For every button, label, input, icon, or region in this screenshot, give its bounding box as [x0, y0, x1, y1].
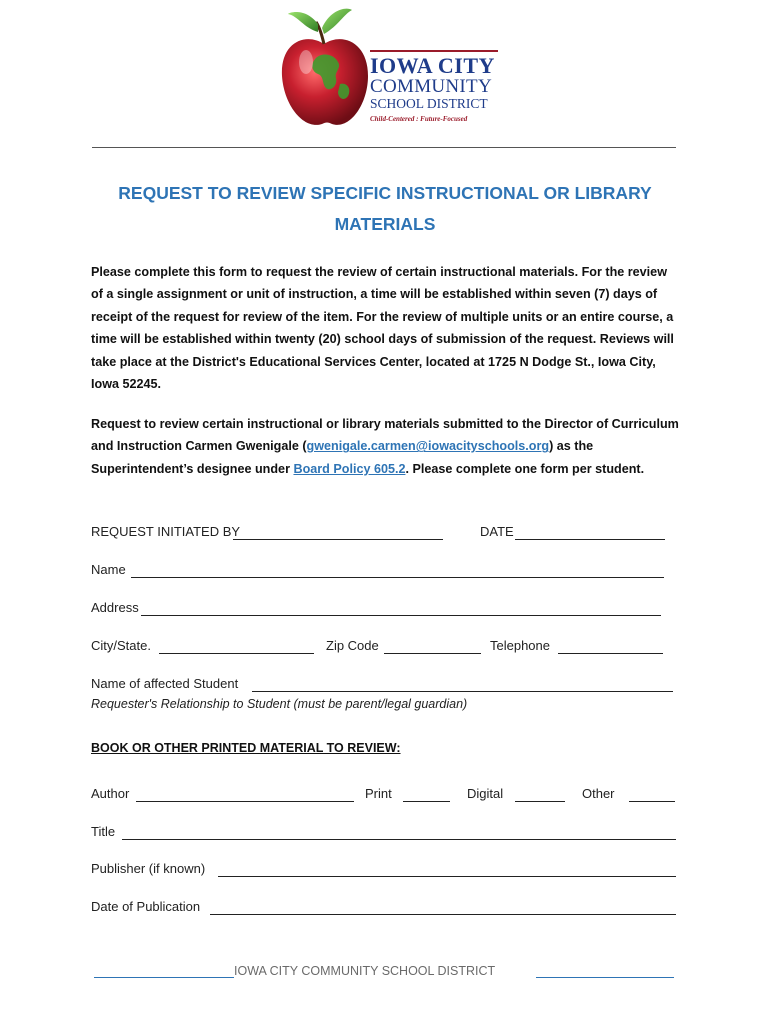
- city-zip-phone-row: [91, 638, 681, 658]
- name-field[interactable]: [131, 577, 664, 578]
- pub-date-label: Date of Publication: [91, 899, 201, 914]
- logo-rule: [370, 50, 498, 52]
- footer-rule-left: [94, 977, 234, 978]
- city-state-field[interactable]: [159, 653, 314, 654]
- author-row: [91, 786, 681, 806]
- apple-logo-icon: [276, 6, 372, 134]
- request-initiated-field[interactable]: [233, 539, 443, 540]
- footer-rule-right: [536, 977, 674, 978]
- city-state-label: City/State.: [91, 638, 151, 653]
- digital-field[interactable]: [515, 801, 565, 802]
- logo-school-district: SCHOOL DISTRICT: [370, 96, 488, 111]
- date-label: DATE: [480, 524, 514, 539]
- relationship-note: Requester's Relationship to Student (must be parent/legal guardian): [91, 697, 468, 711]
- request-initiated-row: [91, 524, 681, 544]
- logo-tagline: Child-Centered : Future-Focused: [370, 115, 468, 123]
- other-field[interactable]: [629, 801, 675, 802]
- print-field[interactable]: [403, 801, 450, 802]
- submission-text-3: . Please complete one form per student.: [405, 461, 645, 476]
- instructions-paragraph: Please complete this form to request the review of certain instructional materials. For the review of a single assignment or unit of instruction, a time will be established within seven (7) days of receipt of the request for review of the item. For the review of multiple units or an entire course, a time will be established within twenty (20) school days of submission of the request. Reviews will take place at the District's Educational Services Center, located at 1725 N Dodge St., Iowa City, Iowa 52245.: [91, 265, 674, 392]
- submission-text-1: Request to review certain instructional or library materials submitted to the Director of Curriculum and Instruction Carmen Gwenigale (: [91, 417, 679, 454]
- print-label: Print: [365, 786, 392, 801]
- address-label: Address: [91, 600, 139, 615]
- title-label: Title: [91, 824, 116, 839]
- submission-paragraph: [91, 413, 681, 480]
- title-row: [91, 824, 681, 844]
- student-name-field[interactable]: [252, 691, 673, 692]
- district-logo: [276, 6, 506, 134]
- publisher-row: [91, 861, 681, 881]
- address-row: [91, 600, 681, 620]
- telephone-field[interactable]: [558, 653, 663, 654]
- book-section-heading: BOOK OR OTHER PRINTED MATERIAL TO REVIEW:: [91, 741, 401, 755]
- author-field[interactable]: [136, 801, 354, 802]
- publisher-label: Publisher (if known): [91, 861, 206, 876]
- name-row: [91, 562, 681, 582]
- digital-label: Digital: [467, 786, 504, 801]
- zip-label: Zip Code: [326, 638, 379, 653]
- page-footer: [94, 962, 674, 980]
- pub-date-field[interactable]: [210, 914, 676, 915]
- other-label: Other: [582, 786, 615, 801]
- submission-text-2: ) as the Superintendent’s designee under: [91, 439, 594, 476]
- zip-field[interactable]: [384, 653, 481, 654]
- email-link[interactable]: gwenigale.carmen@iowacityschools.org: [306, 439, 550, 454]
- date-field[interactable]: [515, 539, 665, 540]
- logo-iowa-city: IOWA CITY: [370, 53, 495, 78]
- board-policy-link[interactable]: Board Policy 605.2: [293, 461, 406, 476]
- name-label: Name: [91, 562, 126, 577]
- form-title: REQUEST TO REVIEW SPECIFIC INSTRUCTIONAL OR LIBRARY MATERIALS: [118, 183, 652, 234]
- address-field[interactable]: [141, 615, 661, 616]
- author-label: Author: [91, 786, 130, 801]
- logo-community: COMMUNITY: [370, 76, 492, 97]
- telephone-label: Telephone: [490, 638, 550, 653]
- title-field[interactable]: [122, 839, 676, 840]
- logo-wordmark: [370, 50, 498, 123]
- publisher-field[interactable]: [218, 876, 676, 877]
- student-name-row: [91, 676, 681, 696]
- request-initiated-label: REQUEST INITIATED BY: [91, 524, 241, 539]
- pub-date-row: [91, 899, 681, 919]
- student-name-label: Name of affected Student: [91, 676, 239, 691]
- header-divider: [92, 147, 676, 148]
- footer-text: IOWA CITY COMMUNITY SCHOOL DISTRICT: [234, 964, 496, 978]
